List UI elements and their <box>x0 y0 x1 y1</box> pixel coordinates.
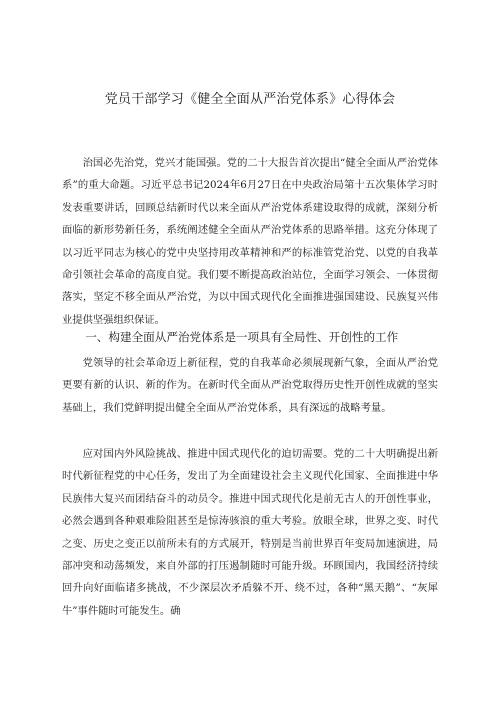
paragraph-section-1-point: 应对国内外风险挑战、推进中国式现代化的迫切需要。党的二十大明确提出新时代新征程党的中心任务，发出了为全面建设社会主义现代化国家、全面推进中华民族伟大复兴而团结奋斗的动员令。推进中国式现代化是前无古人的开创性事业，必然会遇到各种艰难险阻甚至是惊涛骇浪的重大考验。放眼全球，世界之变、时代之变、历史之变正以前所未有的方式展开，特别是当前世界百年变局加速演进，局部冲突和动荡频发，来自外部的打压遏制随时可能升级。环顾国内，我国经济持续回升向好面临诸多挑战，不少深层次矛盾躲不开、绕不过，各种“黑天鹅”、“灰犀牛”事件随时可能发生。确 <box>62 448 438 617</box>
paragraph-section-1-intro: 党领导的社会革命迈上新征程，党的自我革命必须展现新气象，全面从严治党更要有新的认识、新的作为。在新时代全面从严治党取得历史性开创性成就的坚实基础上，我们党鲜明提出健全全面从严治党体系，具有深远的战略考量。 <box>62 357 438 414</box>
page-title: 党员干部学习《健全全面从严治党体系》心得体会 <box>104 92 396 107</box>
section-heading-1: 一、构建全面从严治党体系是一项具有全局性、开创性的工作 <box>85 330 399 344</box>
paragraph-intro: 治国必先治党，党兴才能国强。党的二十大报告首次提出“健全全面从严治党体系”的重大命题。习近平总书记2024年6月27日在中央政治局第十五次集体学习时发表重要讲话，回顾总结新时代以来全面从严治党体系建设取得的成就，深刻分析面临的新形势新任务，系统阐述健全全面从严治党体系的思路举措。这充分体现了以习近平同志为核心的党中央坚持用改革精神和严的标准管党治党、以党的自我革命引领社会革命的高度自觉。我们要不断提高政治站位，全面学习领会、一体贯彻落实，坚定不移全面从严治党，为以中国式现代化全面推进强国建设、民族复兴伟业提供坚强组织保证。 <box>62 157 438 326</box>
